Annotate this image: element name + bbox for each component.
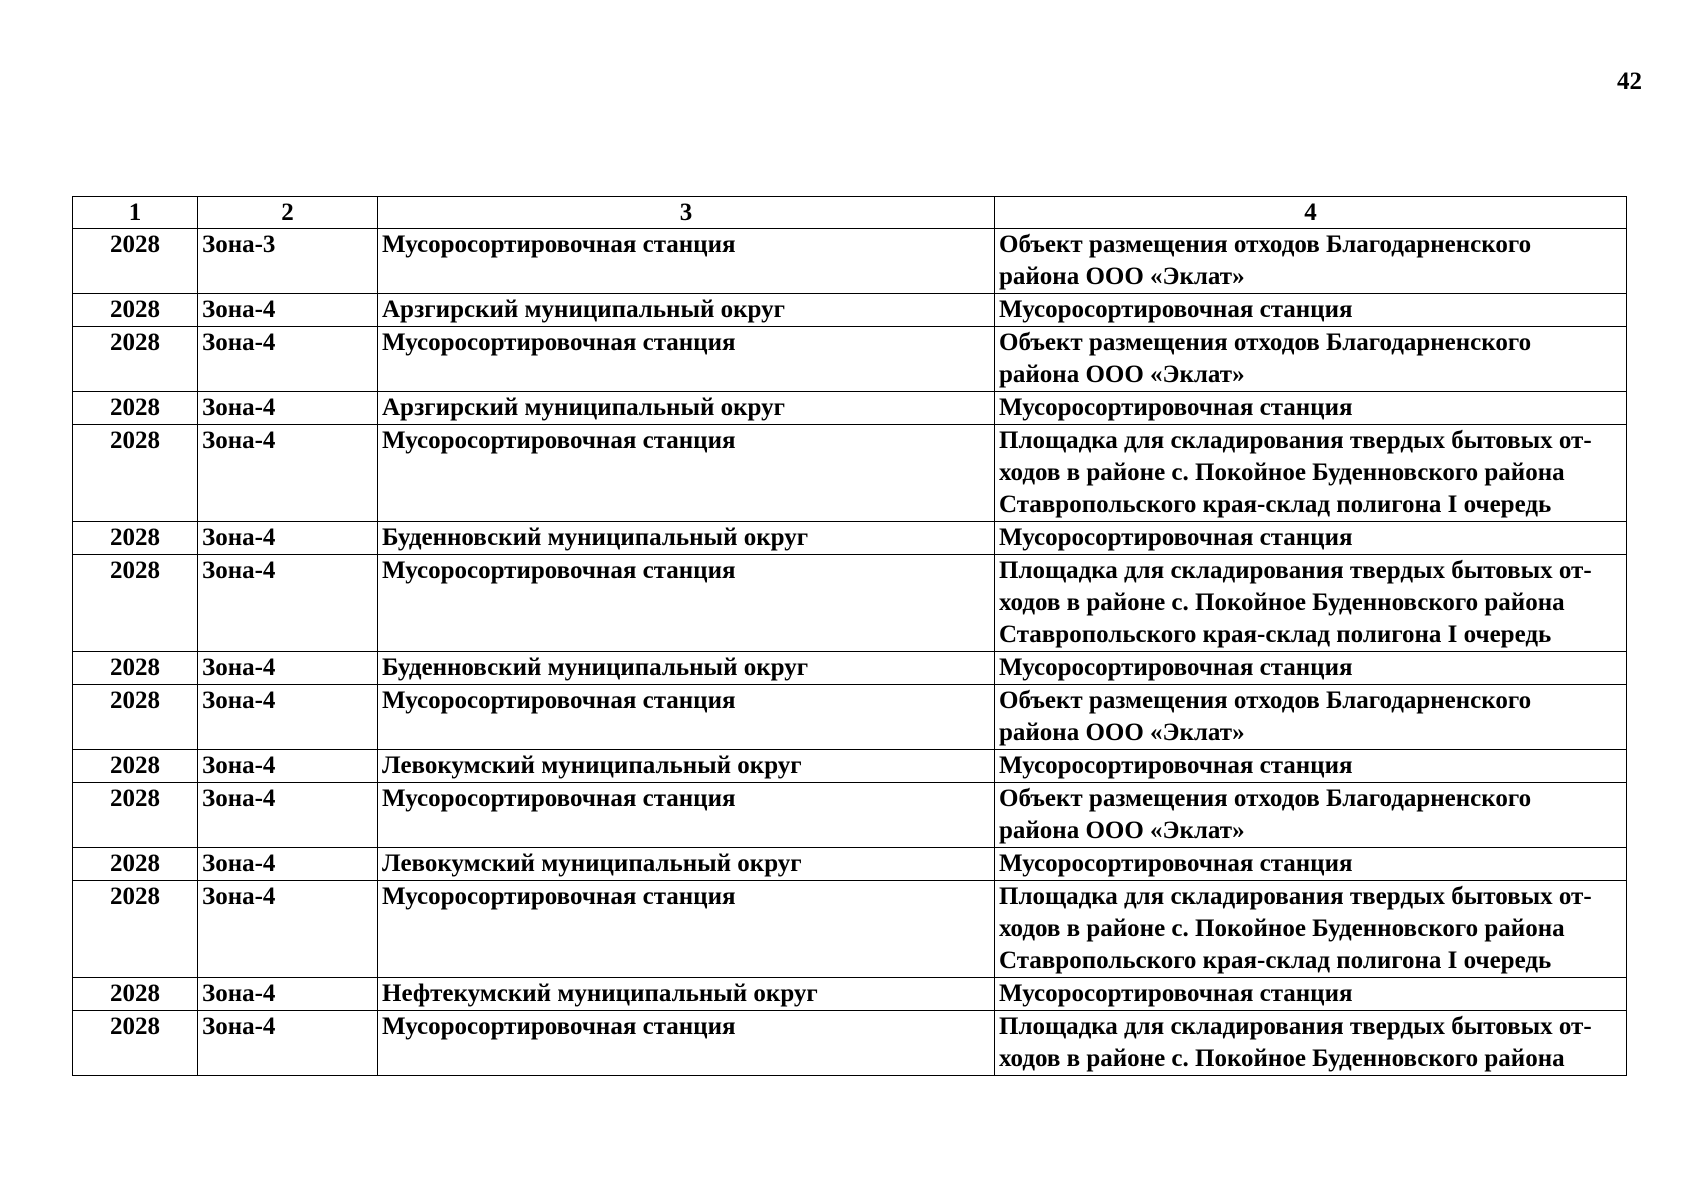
table-row (73, 750, 1627, 783)
destination-line: ходов в районе с. Покойное Буденновского района (999, 915, 1565, 942)
table-row (73, 522, 1627, 555)
destination-line: Мусоросортировочная станция (999, 752, 1353, 779)
destination-line: Площадка для складирования твердых бытовых от- (999, 557, 1592, 584)
year-cell: 2028 (73, 1011, 198, 1076)
table-row (73, 1011, 1627, 1076)
destination-line: Ставропольского края-склад полигона I очередь (999, 947, 1552, 974)
destination-cell (995, 652, 1627, 685)
destination-line: Мусоросортировочная станция (999, 980, 1353, 1007)
origin-cell: Мусоросортировочная станция (378, 783, 995, 848)
destination-line: Площадка для складирования твердых бытовых от- (999, 883, 1592, 910)
year-cell: 2028 (73, 685, 198, 750)
origin-cell: Буденновский муниципальный округ (378, 652, 995, 685)
origin-cell: Мусоросортировочная станция (378, 327, 995, 392)
zone-cell: Зона-4 (198, 425, 378, 522)
table-row (73, 555, 1627, 652)
zone-cell: Зона-4 (198, 685, 378, 750)
origin-cell: Мусоросортировочная станция (378, 881, 995, 978)
year-cell: 2028 (73, 750, 198, 783)
destination-cell (995, 783, 1627, 848)
origin-cell: Мусоросортировочная станция (378, 425, 995, 522)
zone-cell: Зона-4 (198, 978, 378, 1011)
destination-line: Ставропольского края-склад полигона I очередь (999, 491, 1552, 518)
zone-cell: Зона-4 (198, 522, 378, 555)
table-row (73, 229, 1627, 294)
destination-cell (995, 978, 1627, 1011)
destination-cell (995, 848, 1627, 881)
destination-cell (995, 425, 1627, 522)
year-cell: 2028 (73, 783, 198, 848)
zone-cell: Зона-4 (198, 1011, 378, 1076)
destination-line: Объект размещения отходов Благодарненского (999, 785, 1532, 812)
destination-line: района ООО «Эклат» (999, 719, 1245, 746)
destination-cell (995, 327, 1627, 392)
year-cell: 2028 (73, 327, 198, 392)
zone-cell: Зона-4 (198, 881, 378, 978)
destination-line: Мусоросортировочная станция (999, 850, 1353, 877)
origin-cell: Мусоросортировочная станция (378, 685, 995, 750)
year-cell: 2028 (73, 425, 198, 522)
year-cell: 2028 (73, 229, 198, 294)
zone-cell: Зона-4 (198, 327, 378, 392)
column-header: 1 (73, 197, 198, 229)
table-row (73, 392, 1627, 425)
destination-cell (995, 294, 1627, 327)
year-cell: 2028 (73, 881, 198, 978)
origin-cell: Мусоросортировочная станция (378, 1011, 995, 1076)
destination-line: Мусоросортировочная станция (999, 524, 1353, 551)
origin-cell: Левокумский муниципальный округ (378, 750, 995, 783)
table-row (73, 881, 1627, 978)
destination-line: Площадка для складирования твердых бытовых от- (999, 1013, 1592, 1040)
destination-line: Мусоросортировочная станция (999, 654, 1353, 681)
zone-cell: Зона-4 (198, 555, 378, 652)
zone-cell: Зона-4 (198, 294, 378, 327)
zone-cell: Зона-4 (198, 392, 378, 425)
destination-cell (995, 392, 1627, 425)
destination-line: ходов в районе с. Покойное Буденновского района (999, 589, 1565, 616)
year-cell: 2028 (73, 522, 198, 555)
destination-line: Объект размещения отходов Благодарненского (999, 687, 1532, 714)
table-row (73, 652, 1627, 685)
destination-cell (995, 881, 1627, 978)
origin-cell: Мусоросортировочная станция (378, 555, 995, 652)
destination-cell (995, 1011, 1627, 1076)
year-cell: 2028 (73, 392, 198, 425)
page-number: 42 (1617, 68, 1642, 95)
destination-line: Объект размещения отходов Благодарненского (999, 231, 1532, 258)
column-header: 2 (198, 197, 378, 229)
transport-table (72, 196, 1627, 1076)
year-cell: 2028 (73, 555, 198, 652)
destination-line: района ООО «Эклат» (999, 263, 1245, 290)
year-cell: 2028 (73, 294, 198, 327)
destination-cell (995, 685, 1627, 750)
column-header: 4 (995, 197, 1627, 229)
destination-line: района ООО «Эклат» (999, 361, 1245, 388)
destination-line: Площадка для складирования твердых бытовых от- (999, 427, 1592, 454)
zone-cell: Зона-4 (198, 750, 378, 783)
table-body (73, 229, 1627, 1076)
zone-cell: Зона-3 (198, 229, 378, 294)
zone-cell: Зона-4 (198, 783, 378, 848)
column-header: 3 (378, 197, 995, 229)
year-cell: 2028 (73, 848, 198, 881)
destination-line: Мусоросортировочная станция (999, 296, 1353, 323)
table-row (73, 685, 1627, 750)
year-cell: 2028 (73, 652, 198, 685)
year-cell: 2028 (73, 978, 198, 1011)
destination-line: ходов в районе с. Покойное Буденновского района (999, 459, 1565, 486)
origin-cell: Арзгирский муниципальный округ (378, 392, 995, 425)
table-row (73, 327, 1627, 392)
destination-line: Объект размещения отходов Благодарненского (999, 329, 1532, 356)
origin-cell: Левокумский муниципальный округ (378, 848, 995, 881)
header-row (73, 197, 1627, 229)
table-row (73, 294, 1627, 327)
table-row (73, 978, 1627, 1011)
zone-cell: Зона-4 (198, 848, 378, 881)
table-row (73, 848, 1627, 881)
origin-cell: Мусоросортировочная станция (378, 229, 995, 294)
destination-cell (995, 750, 1627, 783)
origin-cell: Арзгирский муниципальный округ (378, 294, 995, 327)
destination-line: района ООО «Эклат» (999, 817, 1245, 844)
destination-line: Ставропольского края-склад полигона I очередь (999, 621, 1552, 648)
destination-cell (995, 555, 1627, 652)
destination-line: ходов в районе с. Покойное Буденновского района (999, 1045, 1565, 1072)
table-row (73, 783, 1627, 848)
origin-cell: Нефтекумский муниципальный округ (378, 978, 995, 1011)
destination-cell (995, 229, 1627, 294)
origin-cell: Буденновский муниципальный округ (378, 522, 995, 555)
zone-cell: Зона-4 (198, 652, 378, 685)
destination-line: Мусоросортировочная станция (999, 394, 1353, 421)
destination-cell (995, 522, 1627, 555)
table-row (73, 425, 1627, 522)
